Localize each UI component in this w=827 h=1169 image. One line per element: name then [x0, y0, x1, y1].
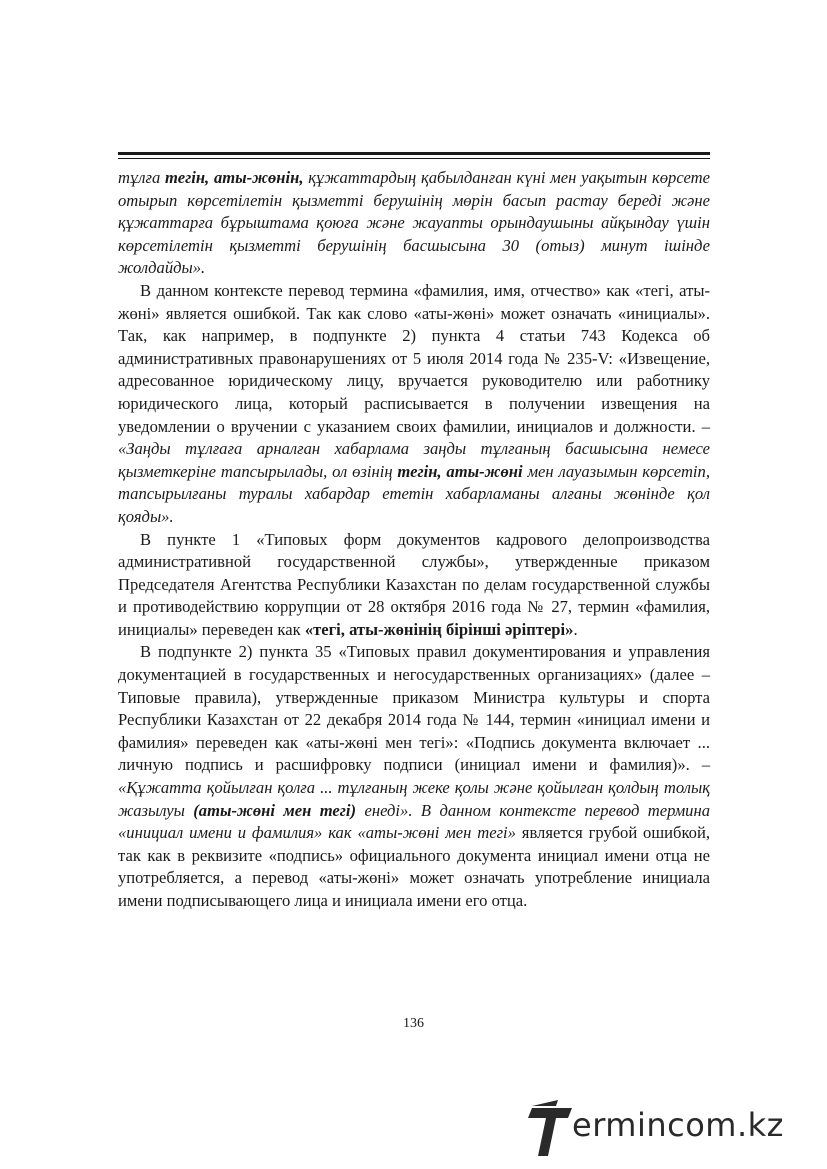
italic-text: тұлға	[118, 168, 166, 187]
bold-italic-term: тегін, аты-жөні	[397, 461, 523, 481]
bold-term: «тегі, аты-жөнінің бірінші әріптері»	[304, 619, 574, 639]
paragraph	[118, 280, 710, 529]
paragraph	[118, 167, 710, 280]
regular-text: .	[573, 619, 578, 639]
italic-text: енеді». В данном контексте перевод термина «инициал имени и фамилия» как «аты-жөні мен тегі»	[118, 800, 710, 843]
regular-text: В подпункте 2) пункта 35 «Типовых правил документирования и управления документацией в государственных и негосударственных организациях» (далее – Типовые правила), утвержденные приказом Министра культуры и спорта Республики Казахстан от 22 декабря 2014 года № 144, термин «инициал имени и фамилия» переведен как «аты-жөні мен тегі»: «Подпись документа включает ... личную подпись и расшифровку подписи (инициал имени и фамилия)». –	[118, 642, 710, 775]
italic-text: мен лауазымын көрсетіп, тапсырылғаны туралы хабардар ететін хабарламаны алғаны жөнінде қол қояды».	[118, 461, 710, 526]
italic-text: құжаттардың қабылданған күні мен уақытын көрсете отырып көрсетілетін қызметті берушінің мөрін басып растау береді және құжаттарға бұрыштама қоюға және жауапты орындаушыны айқындау үшін көрсетілетін қызметті берушінің басшысына 30 (отыз) минут ішінде жолдайды».	[118, 168, 710, 278]
header-rule-thick	[118, 152, 710, 155]
paragraph	[118, 529, 710, 642]
regular-text: является грубой ошибкой, так как в реквизите «подпись» официального документа инициал имени отца не употребляется, а перевод «аты-жөні» может означать употребление инициала имени подписывающего лица и инициала имени его отца.	[118, 823, 710, 910]
regular-text: В данном контексте перевод термина «фамилия, имя, отчество» как «тегі, аты-жөні» является ошибкой. Так как слово «аты-жөні» может означать «инициалы». Так, как например, в подпункте 2) пункта 4 статьи 743 Кодекса об административных правонарушениях от 5 июля 2014 года № 235-V: «Извещение, адресованное юридическому лицу, вручается руководителю или работнику юридического лица, который расписывается в получении извещения на уведомлении о вручении с указанием своих фамилии, инициалов и должности. –	[118, 280, 710, 436]
regular-text: В пункте 1 «Типовых форм документов кадрового делопроизводства административной государственной службы», утвержденные приказом Председателя Агентства Республики Казахстан по делам государственной службы и противодействию коррупции от 28 октября 2016 года № 27, термин «фамилия, инициалы» переведен как	[118, 529, 710, 639]
termincom-logo	[528, 1098, 818, 1158]
document-body	[118, 167, 710, 913]
bold-italic-term: (аты-жөні мен тегі)	[193, 800, 357, 820]
paragraph	[118, 641, 710, 912]
header-rule-thin	[118, 158, 710, 159]
logo-t-letter-icon	[528, 1098, 572, 1158]
page-number: 136	[403, 1016, 424, 1031]
italic-text: «Құжатта қойылған қолға ... тұлғаның жеке қолы және қойылған қолдың толық жазылуы	[118, 778, 710, 820]
logo-wordmark: ermincom.kz	[572, 1106, 784, 1144]
bold-italic-term: тегін, аты-жөнін,	[165, 168, 304, 187]
italic-text: «Заңды тұлғаға арналған хабарлама заңды тұлғаның басшысына немесе қызметкеріне тапсырылады, ол өзінің	[118, 439, 710, 481]
